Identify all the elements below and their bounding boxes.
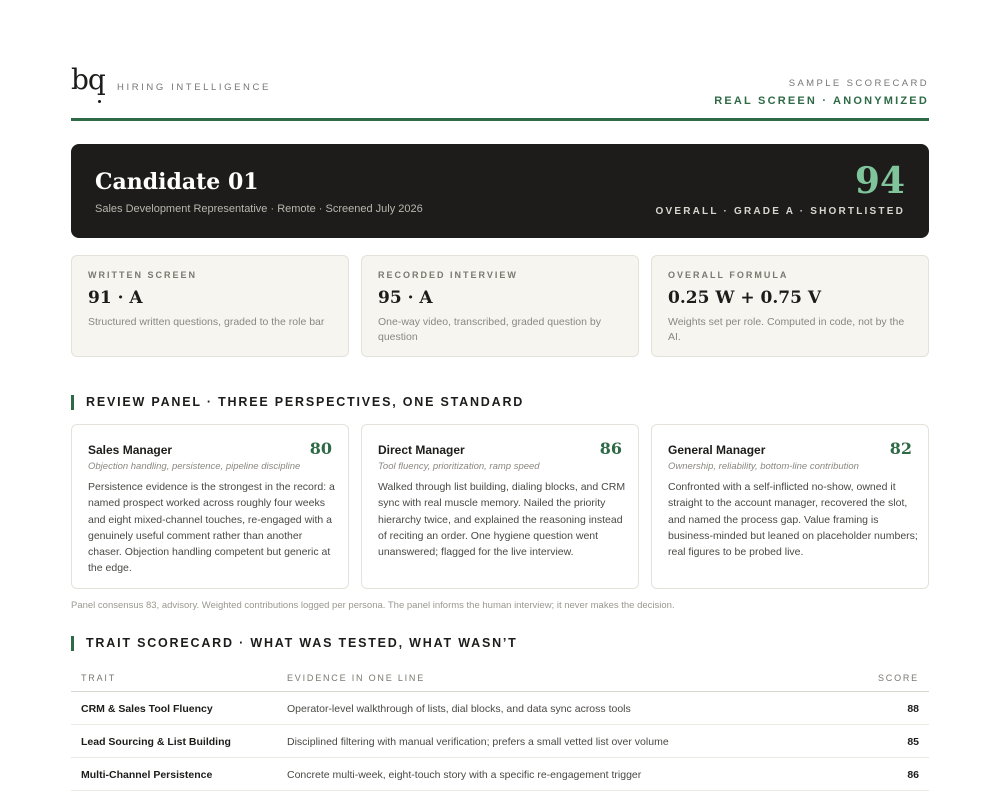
trait-evidence: Operator-level walkthrough of lists, dial blocks, and data sync across tools [287, 703, 631, 715]
summary-label: RECORDED INTERVIEW [378, 270, 518, 280]
column-header-trait: TRAIT [81, 673, 116, 683]
column-header-score: SCORE [877, 673, 919, 683]
review-card-sales-manager [71, 424, 349, 589]
reviewer-focus: Ownership, reliability, bottom-line contribution [668, 461, 859, 472]
doc-status: REAL SCREEN · ANONYMIZED [714, 95, 929, 107]
trait-score: 88 [907, 703, 919, 715]
doc-meta [714, 78, 929, 107]
review-card-general-manager [651, 424, 929, 589]
reviewer-notes: Confronted with a self-inflicted no-show, owned it straight to the account manager, recovered the slot, and named the process gap. Value framing is business-minded but leaned on placeholder numbers; real figures to be probed live. [668, 481, 918, 559]
review-panel-heading: REVIEW PANEL · THREE PERSPECTIVES, ONE STANDARD [71, 395, 524, 410]
reviewer-title: Direct Manager [378, 443, 465, 457]
summary-card-formula [651, 255, 929, 357]
summary-desc: Weights set per role. Computed in code, not by the AI. [668, 316, 905, 343]
reviewer-notes: Walked through list building, dialing blocks, and CRM sync with real muscle memory. Nailed the priority hierarchy twice, and explained the reasoning instead of reciting an order. One hygiene question went unanswered; flagged for the live interview. [378, 481, 626, 559]
summary-card-written [71, 255, 349, 357]
review-card-direct-manager [361, 424, 639, 589]
reviewer-focus: Tool fluency, prioritization, ramp speed [378, 461, 540, 472]
trait-score: 85 [907, 736, 919, 748]
trait-evidence: Disciplined filtering with manual verification; prefers a small vetted list over volume [287, 736, 669, 748]
reviewer-title: General Manager [668, 443, 766, 457]
brand-subtitle: HIRING INTELLIGENCE [117, 82, 271, 93]
trait-name: CRM & Sales Tool Fluency [81, 703, 213, 715]
trait-scorecard-heading: TRAIT SCORECARD · WHAT WAS TESTED, WHAT WASN’T [71, 636, 518, 651]
trait-evidence: Concrete multi-week, eight-touch story with a specific re-engagement trigger [287, 769, 642, 781]
summary-desc: One-way video, transcribed, graded question by question [378, 316, 601, 343]
header-divider [71, 118, 929, 121]
reviewer-notes: Persistence evidence is the strongest in the record: a named prospect worked across roughly four weeks and eight mixed-channel touches, re-engaged with a genuinely useful comment rather than another chaser. Objection handling competent but generic at the edge. [88, 481, 335, 575]
reviewer-focus: Objection handling, persistence, pipeline discipline [88, 461, 301, 472]
table-header [71, 664, 929, 692]
candidate-hero [71, 144, 929, 238]
trait-score: 86 [907, 769, 919, 781]
summary-label: OVERALL FORMULA [668, 270, 789, 280]
header [71, 64, 929, 110]
candidate-subtitle: Sales Development Representative · Remote · Screened July 2026 [95, 203, 423, 215]
summary-value: 95 · A [378, 288, 433, 308]
trait-name: Multi-Channel Persistence [81, 769, 213, 781]
summary-card-interview [361, 255, 639, 357]
trait-name: Lead Sourcing & List Building [81, 736, 231, 748]
candidate-name: Candidate 01 [95, 169, 259, 195]
reviewer-score: 82 [889, 439, 912, 458]
summary-value: 0.25 W + 0.75 V [668, 288, 822, 308]
doc-type: SAMPLE SCORECARD [788, 78, 929, 89]
summary-desc: Structured written questions, graded to the role bar [88, 316, 325, 328]
summary-label: WRITTEN SCREEN [88, 270, 197, 280]
reviewer-score: 86 [599, 439, 622, 458]
reviewer-title: Sales Manager [88, 443, 173, 457]
logo-dot-icon [98, 100, 101, 103]
table-row [71, 758, 929, 791]
summary-value: 91 · A [88, 288, 143, 308]
trait-table [71, 664, 929, 791]
reviewer-score: 80 [309, 439, 332, 458]
overall-score: 94 [854, 160, 905, 202]
overall-status: OVERALL · GRADE A · SHORTLISTED [655, 206, 905, 217]
panel-consensus-note: Panel consensus 83, advisory. Weighted contributions logged per persona. The panel informs the human interview; it never makes the decision. [71, 600, 675, 611]
column-header-evidence: EVIDENCE IN ONE LINE [287, 673, 426, 683]
table-row [71, 725, 929, 758]
brand-logo: bq [71, 63, 105, 96]
table-row [71, 692, 929, 725]
